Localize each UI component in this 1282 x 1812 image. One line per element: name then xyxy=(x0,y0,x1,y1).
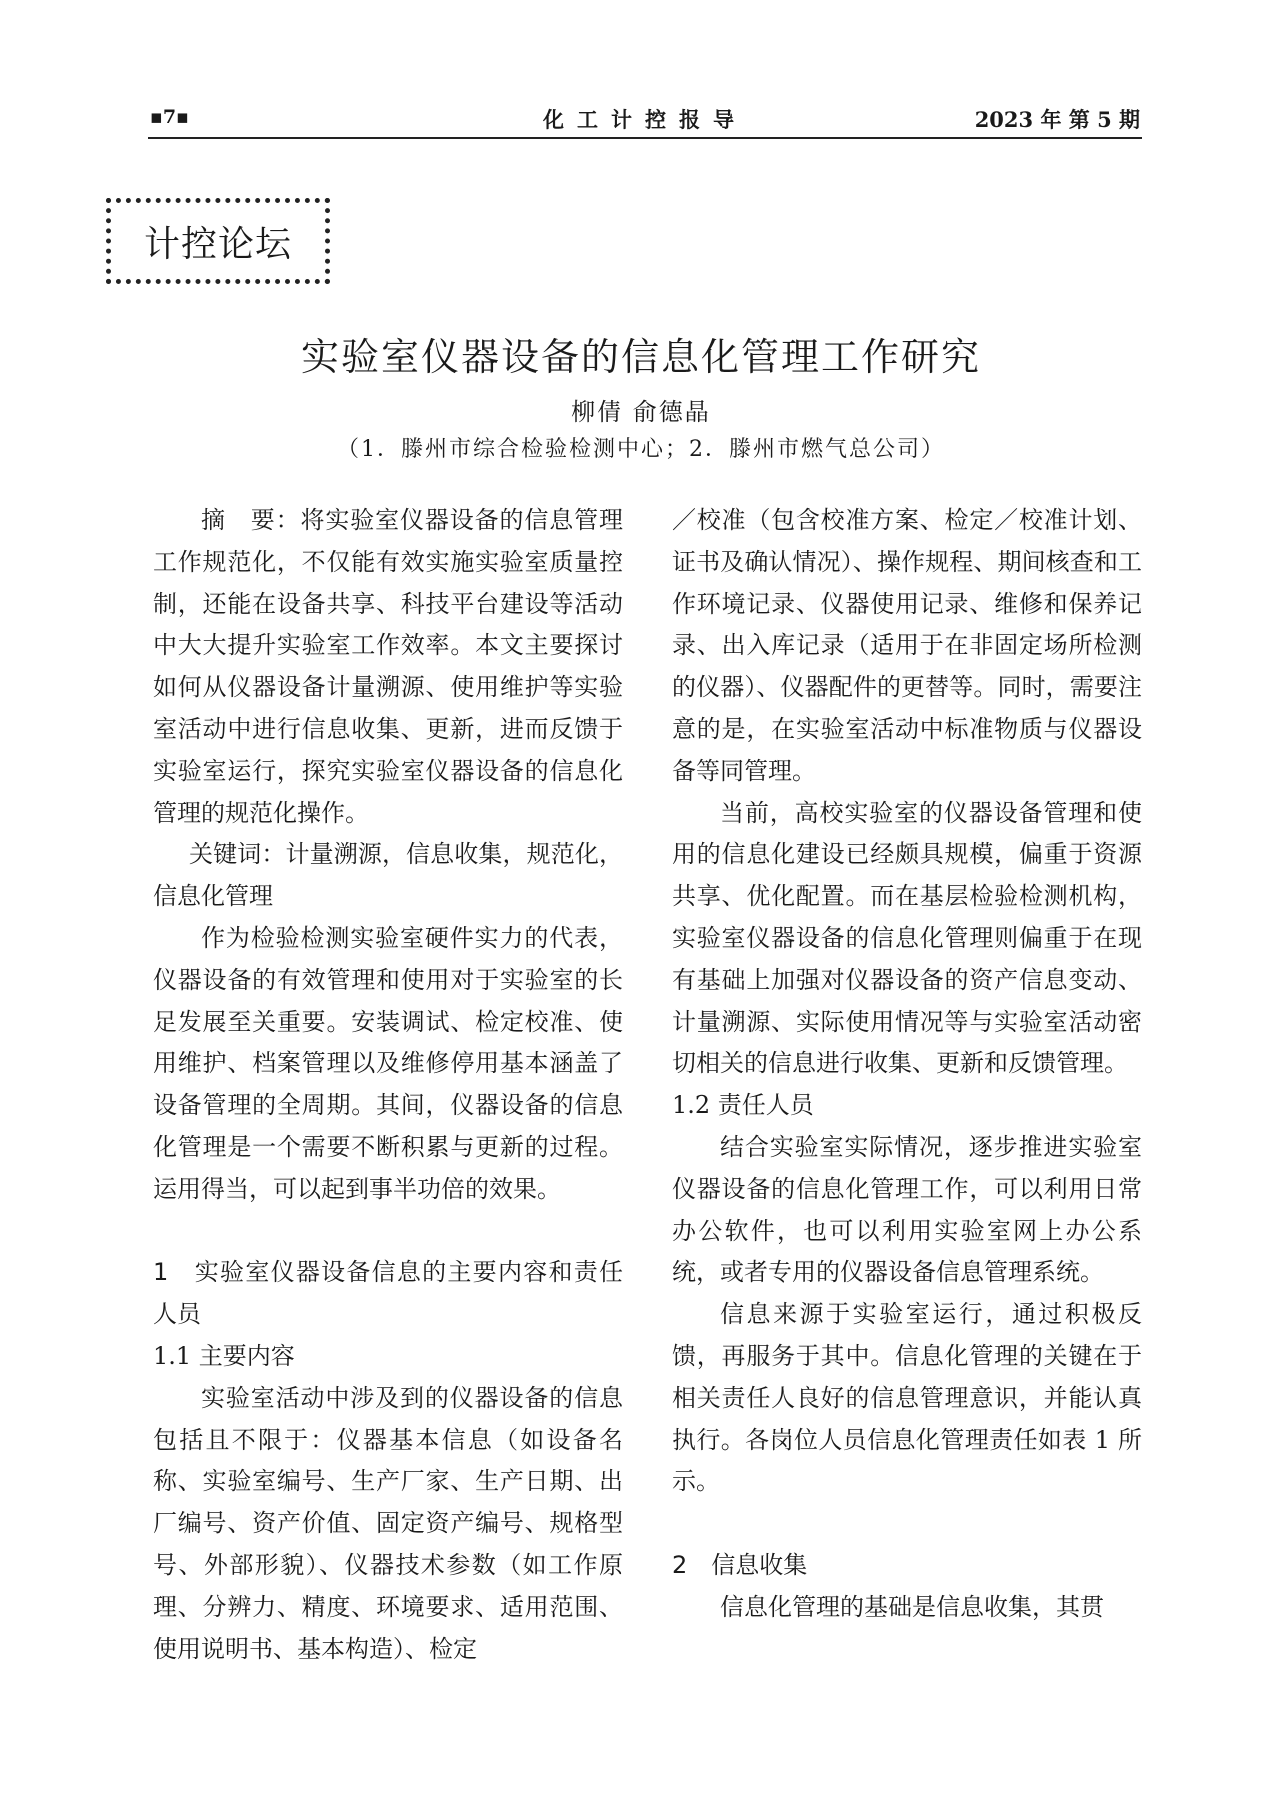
keywords: 关键词：计量溯源，信息收集，规范化，信息化管理 xyxy=(153,840,623,911)
article-title: 实验室仪器设备的信息化管理工作研究 xyxy=(300,335,981,379)
running-header xyxy=(150,100,1140,136)
header-rule xyxy=(148,137,1142,139)
left-column xyxy=(153,500,623,1670)
page-number: ▪7▪ xyxy=(150,106,189,128)
section-2-paragraph: 信息化管理的基础是信息收集，其贯 xyxy=(720,1592,1104,1621)
journal-name: 化工计控报导 xyxy=(543,107,747,132)
section-1-2-paragraph: 结合实验室实际情况，逐步推进实验室仪器设备的信息化管理工作，可以利用日常办公软件，也可以利用实验室网上办公系统，或者专用的仪器设备信息管理系统。 xyxy=(672,1132,1142,1287)
section-1-1-heading: 1.1 主要内容 xyxy=(153,1341,295,1370)
section-spacer xyxy=(153,1211,623,1253)
article-affiliations: （1．滕州市综合检验检测中心；2．滕州市燃气总公司） xyxy=(337,437,945,462)
section-1-heading: 1 实验室仪器设备信息的主要内容和责任人员 xyxy=(153,1258,623,1329)
continued-paragraph: ／校准（包含校准方案、检定／校准计划、证书及确认情况）、操作规程、期间核查和工作环境记录、仪器使用记录、维修和保养记录、出入库记录（适用于在非固定场所检测的仪器）、仪器配件的更替等。同时，需要注意的是，在实验室活动中标准物质与仪器设备等同管理。 xyxy=(672,506,1142,785)
section-1-2-heading: 1.2 责任人员 xyxy=(672,1091,814,1120)
column-tag: 计控论坛 xyxy=(106,198,330,284)
section-spacer xyxy=(672,1503,1142,1545)
right-column xyxy=(672,500,1142,1629)
current-status-paragraph: 当前，高校实验室的仪器设备管理和使用的信息化建设已经颇具规模，偏重于资源共享、优化配置。而在基层检验检测机构，实验室仪器设备的信息化管理则偏重于在现有基础上加强对仪器设备的资产信息变动、计量溯源、实际使用情况等与实验室活动密切相关的信息进行收集、更新和反馈管理。 xyxy=(672,798,1142,1078)
issue-label: 2023 年 第 5 期 xyxy=(974,107,1140,132)
intro-paragraph: 作为检验检测实验室硬件实力的代表，仪器设备的有效管理和使用对于实验室的长足发展至关重要。安装调试、检定校准、使用维护、档案管理以及维修停用基本涵盖了设备管理的全周期。其间，仪器设备的信息化管理是一个需要不断积累与更新的过程。运用得当，可以起到事半功倍的效果。 xyxy=(153,923,623,1203)
abstract: 摘 要：将实验室仪器设备的信息管理工作规范化，不仅能有效实施实验室质量控制，还能在设备共享、科技平台建设等活动中大大提升实验室工作效率。本文主要探讨如何从仪器设备计量溯源、使用维护等实验室活动中进行信息收集、更新，进而反馈于实验室运行，探究实验室仪器设备的信息化管理的规范化操作。 xyxy=(153,506,623,827)
section-1-1-paragraph: 实验室活动中涉及到的仪器设备的信息包括且不限于：仪器基本信息（如设备名称、实验室编号、生产厂家、生产日期、出厂编号、资产价值、固定资产编号、规格型号、外部形貌）、仪器技术参数（如工作原理、分辨力、精度、环境要求、适用范围、使用说明书、基本构造）、检定 xyxy=(153,1383,623,1663)
article-authors: 柳倩 俞德晶 xyxy=(571,398,711,426)
section-1-2-paragraph-2: 信息来源于实验室运行，通过积极反馈，再服务于其中。信息化管理的关键在于相关责任人良好的信息管理意识，并能认真执行。各岗位人员信息化管理责任如表 1 所示。 xyxy=(672,1300,1142,1496)
section-2-heading: 2 信息收集 xyxy=(672,1550,808,1579)
